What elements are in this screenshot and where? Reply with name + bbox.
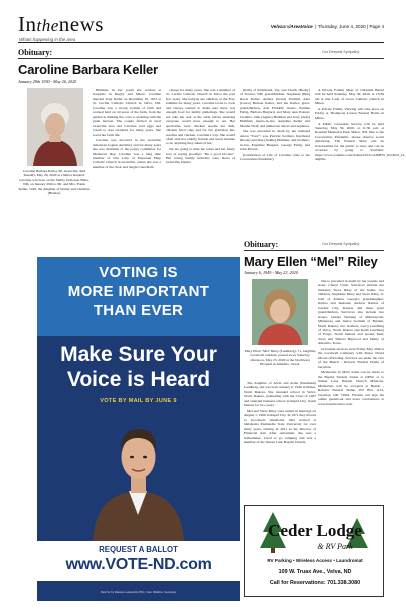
- obituary-column: Heilman. In her youth she worked at hospitals in Rugby and Minot. Caroline married Tony Keller on December 10, 1951 at St. Cecilia Catholic Church in Velva, ND. Caroline was a strong woman of faith and worked hard on all areas of the farm, from the garden to milking the cows to assisting with the grain harvest. The couple farmed in rural Granville area and Caroline sold eggs and cream to area residents for many years. She loved her farm life. Caroline was involved in the Granville American Legion Auxiliary and for many years she was chairman of the poppy committee for Memorial Day. Caroline was a long time member of Our Lady of Perpetual Help Catholic Church in Granville, where she was a member of the choir and taught Catechism: [93, 88, 161, 169]
- obituary-portrait: [252, 279, 308, 345]
- header-divider: [18, 42, 384, 43]
- lodge-advertisement: [244, 505, 384, 597]
- ad-headline: VOTING IS MORE IMPORTANT THAN EVER: [67, 264, 210, 319]
- portrait-photo-icon: [252, 279, 308, 345]
- obituary-column: She is preceded in death by her parents and sister, Cheryl Clark. Survivors include her husband, Steve Riley of the home; two children, Stephanie Riley and Steve Riley, Jr. both of Atlanta, Georgia; granddaughter, Karina and husband, Andrew Ramos of Garden City, Kansas and three great grandchildren. Survivors also include two sisters, Gladys Wessing of Minneapolis, Minnesota and Janice German of Burdett, North Dakota; two brothers, Leroy Lundberg of Velva, North Dakota and Keith Lundberg of Fargo, North Dakota and spouse Pam; Steve and Tamara Bigwood and family of Amarillo, Texas. Graveside services were Friday May 29th at the Goodwell Cemetery with Pastor David Moore officiating. Services are under the care of the Bunch - Roberts Funeral Home of Guymon. Memorials in Mel's name can be made to the Baptist Student Union at OPSU or to Sunset Lane Baptist Church Missions. Memorials will be accepted at Bunch - Roberts Funeral Home, PO Box 1112, Guymon, OK 73942. Friends can sign the online guestbook and leave condolences at www.bunchroberts.com.: [318, 279, 384, 406]
- person-photo-icon: [93, 407, 184, 542]
- obituary-caption: Mary Ellen "Mel" Riley (Lundberg), 71, longtime Goodwell resident, passed away Saturday afternoon, May 23, 2020 at the Northwest Hospital in Amarillo, Texas.: [244, 349, 316, 367]
- ad-paid-for: Paid for by Dakota Leadership PAC, Cam Watkins, Secretary: [100, 590, 177, 594]
- lodge-logo-text: Ceder Lodge: [268, 521, 362, 540]
- obituary-caption: Caroline Barbara Keller, 90, Granville, died Tuesday, May 26, 2020 at a Minot hospital. Caroline was born on the family farm near Balta, ND, on January 29th to Mr. and Mrs. Frank Keller, 1929, the daughter of Walter and Christine (Heisler): [18, 169, 90, 196]
- obituary-column: The daughter of Alvin and Ardis (Neumann) Lundberg, she was born January 6, 1949 in Minot, North Dakota. She attended school in Velva, North Dakota, graduating with the Class of 1967 and attended business school in Rapid City, South Dakota for two years. Mel and Steve Riley were united in marriage on August 1, 1969 in Rapid City. In 1971 they moved to Goodwell, Oklahoma. Mel worked at Oklahoma Panhandle State University for over thirty years, retiring in 2011 as the Director of Financial Aid. After retirement, she was a homemaker, loved to go camping and was a member of the Sunset Lane Baptist Church.: [244, 381, 316, 445]
- section-tagline: Whats happening in the area: [19, 37, 76, 42]
- obituary-divider: [244, 250, 384, 251]
- lodge-services: RV Parking • Wireless Access • Laundromat: [267, 558, 363, 563]
- obituary-dates: January 6, 1949 - May 23, 2020: [244, 270, 298, 275]
- obituary-credit: Our Deepest Sympathy: [322, 242, 360, 246]
- obituary-name: Caroline Barbara Keller: [18, 62, 158, 77]
- ad-request-label: REQUEST A BALLOT: [99, 545, 178, 554]
- lodge-logo: [253, 510, 377, 554]
- lodge-address: 109 W. Truax Ave., Velva, ND: [278, 569, 352, 575]
- masthead: [18, 10, 384, 40]
- ad-url[interactable]: www.VOTE-ND.com: [65, 556, 212, 573]
- obituary-credit: Our Deepest Sympathy: [322, 50, 360, 54]
- lodge-logo-sub: & RV Park: [317, 542, 353, 551]
- lodge-phone[interactable]: Call for Reservations: 701.338.3080: [269, 580, 361, 586]
- tree-logo-icon: [253, 510, 377, 554]
- ad-deadline: VOTE BY MAIL BY JUNE 9: [100, 398, 177, 404]
- obituary-label: Obituary:: [244, 240, 279, 249]
- obituary-column: classes for many years. She was a member of St. Cecilia Catholic Church in Velva the past few years. She babysat the children of the Frey families for many years. Caroline loved to cook and always wanted to make sure there was enough food for family gatherings. She would not take her seat at the table before ensuring everyone would have enough to eat. Her specialties were chicken noodle hot dish, chicken fried cake and for her grandson Ian, noodles and chicken. Caroline's way. She would often visit her elderly friends and never hesitate to do anything they asked of her. We are going to miss her jokes and her funny way of saying goodbye: "Be a good Do-bee". Her loving family includes; sons, Reno of Granville, Daniel: [166, 88, 235, 165]
- paper-dateline: VelvaandAreaVoice | Thursday, June 4, 2020 | Page 4: [270, 24, 384, 29]
- ad-subheadline: Make Sure Your Voice is Heard: [60, 343, 217, 391]
- obituary-dates: January 29th 1930 - May 26, 2020: [18, 79, 77, 84]
- section-title: Inthenews: [18, 12, 104, 36]
- obituary-divider: [18, 58, 384, 59]
- obituary-name: Mary Ellen “Mel” Riley: [244, 254, 378, 269]
- obituary-column: A Private Family Mass of Christian Burial will be held Saturday, May 30, 2020, at 10:30 am at Our Lady of Grace Catholic Church in Minot. A Private Family Viewing will take place on Friday at Thompson Larson Funeral Home in Minot. A Public Graveside Service will be held Saturday, May 30, 2020, at 11:30 a.m. at Rosehill Memorial Park, Minot, ND. Due to the Coronavirus Pandemic, please observe social distancing. The Funeral Mass will be livestreamed for the public to view and can be accessed by going to YouTube: https://www.youtube.com/channel/UCbvAIMFW_P2vKOJ_b1-44gDw.: [315, 88, 406, 162]
- obituary-column: (Kim) of Richmond, VA, and Chuck (Becky) of Towner, ND; grandchildren, Stephanie (Ben) Roers Keller, Andrea (Grant) Friddell, Alex (Grace) Benson Keller, and Ian Keller; great-grandchildren, Ada Friddell; sisters, Pauline Fettig, Barbara Burgard, and Mary Ann Paxton; brothers, John (Agnes) Heilman and Jerry (Judy) Heilman; sisters-in-law, Angeline Keller and Martha Wolf; and numerous nieces and nephews. She was preceded in death by her husband Anton "Tony"; son, Patrick; brothers, Raymond (Rosie) and Dan (Juddie) Heilman; and brothers-in-law, Eusabius Burgard, George Fettig, and John Paxton. (Celebration of Life of Caroline: (due to the Coronavirus Pandemic): [240, 88, 310, 162]
- obituary-portrait: [27, 88, 83, 166]
- ad-request-panel: [37, 541, 240, 581]
- ad-person-photo: [93, 407, 184, 542]
- voting-advertisement: [37, 257, 240, 601]
- obituary-label: Obituary:: [18, 48, 53, 57]
- portrait-photo-icon: [27, 88, 83, 166]
